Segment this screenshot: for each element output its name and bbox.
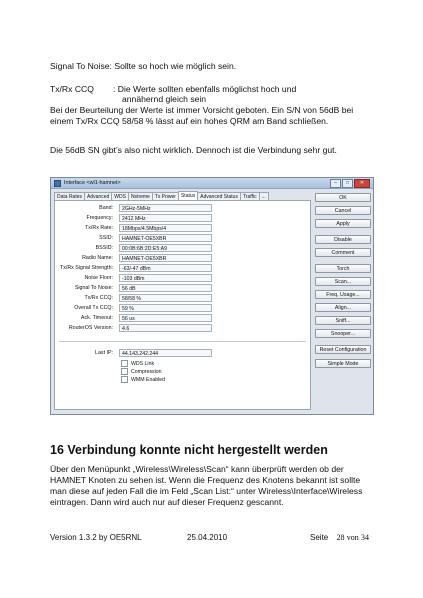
- txrx-ccq-text-1: : Die Werte sollten ebenfalls möglichst hoch und: [113, 84, 297, 94]
- footer-page-total: 34: [360, 533, 369, 542]
- tab-data-rates[interactable]: Data Rates: [54, 192, 85, 201]
- window-controls: [330, 179, 370, 188]
- footer-page: [310, 533, 369, 543]
- field-value: 00:0B:6B:2D:E5:A9: [119, 244, 212, 252]
- field-label: Overall Tx CCQ:: [74, 305, 113, 311]
- apply-button[interactable]: Apply: [315, 219, 371, 228]
- status-row: [55, 214, 310, 223]
- field-label: Signal To Noise:: [74, 285, 113, 291]
- field-label: RouterOS Version:: [68, 325, 113, 331]
- close-icon[interactable]: ✕: [354, 179, 370, 188]
- status-row: [55, 264, 310, 273]
- simple-mode-button[interactable]: Simple Mode: [315, 359, 371, 368]
- field-label: Tx/Rx CCQ:: [84, 295, 113, 301]
- checkbox-label: WMM Enabled: [131, 376, 166, 383]
- snooper-button[interactable]: Snooper...: [315, 329, 371, 338]
- field-value: 56 dB: [119, 284, 212, 292]
- field-value: 44.143.242.244: [119, 349, 212, 357]
- dialog-title: Interface <wl1-hamnet>: [64, 180, 121, 186]
- status-row: [55, 244, 310, 253]
- field-value: -103 dBm: [119, 274, 212, 282]
- status-row: [55, 324, 310, 333]
- checkbox-label: WDS Link: [131, 360, 155, 367]
- tab-traffic[interactable]: Traffic: [240, 192, 260, 201]
- tab-nstreme[interactable]: Nstreme: [128, 192, 153, 201]
- paragraph-caution: Bei der Beurteilung der Werte ist immer Vorsicht geboten. Ein S/N von 56dB bei einem Tx/Rx CCQ 58/58 % lässt auf ein hohes QRM am Band schließen.: [50, 105, 354, 126]
- maximize-icon[interactable]: □: [342, 179, 353, 188]
- field-value: 58/58 %: [119, 294, 212, 302]
- window-icon: [54, 180, 61, 187]
- comment-button[interactable]: Comment: [315, 248, 371, 257]
- status-panel: [54, 200, 311, 410]
- signal-to-noise-line: Signal To Noise: Sollte so hoch wie möglich sein.: [50, 61, 237, 71]
- footer-page-label: Seite: [310, 533, 329, 542]
- tab-status[interactable]: Status: [178, 191, 198, 201]
- tab-tx-power[interactable]: Tx Power: [152, 192, 179, 201]
- field-value: 4.6: [119, 324, 212, 332]
- field-label: BSSID:: [95, 245, 113, 251]
- status-row: [55, 284, 310, 293]
- field-label: Tx/Rx Rate:: [85, 225, 113, 231]
- txrx-ccq-text-2: annähernd gleich sein: [122, 94, 207, 104]
- status-row: [55, 224, 310, 233]
- section-heading: 16 Verbindung konnte nicht hergestellt werden: [50, 443, 328, 457]
- minimize-icon[interactable]: –: [330, 179, 341, 188]
- checkbox-box[interactable]: [121, 376, 128, 383]
- paragraph-56db: Die 56dB SN gibt’s also nicht wirklich. Dennoch ist die Verbindung sehr gut.: [50, 145, 337, 155]
- field-label: Frequency:: [86, 215, 113, 221]
- status-row: [55, 254, 310, 263]
- status-row: [55, 304, 310, 313]
- field-label: Tx/Rx Signal Strength:: [60, 265, 113, 271]
- status-row: [55, 204, 310, 213]
- status-row: [55, 314, 310, 323]
- field-value: 2412 MHz: [119, 214, 212, 222]
- status-row: [55, 274, 310, 283]
- scan-button[interactable]: Scan...: [315, 277, 371, 286]
- separator: [59, 341, 306, 342]
- torch-button[interactable]: Torch: [315, 264, 371, 273]
- footer-von: von: [346, 533, 359, 542]
- paragraph-scan: Über den Menüpunkt „Wireless\Wireless\Scan“ kann überprüft werden ob der HAMNET Knoten zu sehen ist. Wenn die Frequenz des Knotens bekannt ist sollte man diese auf jeden Fall die im Feld „Scan List:“ unter Wireless\Interface\Wireless eintragen. Dann wird auch nur auf dieser Frequenz gescannt.: [50, 464, 363, 507]
- status-row: [55, 234, 310, 243]
- footer-page-num: 28: [336, 533, 345, 542]
- field-value: 2GHz-5MHz: [119, 204, 212, 212]
- field-label: Band:: [99, 205, 113, 211]
- align-button[interactable]: Align...: [315, 303, 371, 312]
- field-label: Noise Floor:: [84, 275, 113, 281]
- field-label: Radio Name:: [82, 255, 113, 261]
- field-label: Ack. Timeout:: [80, 315, 113, 321]
- field-value: HAMNET-OE5XBR: [119, 234, 212, 242]
- footer-date: 25.04.2010: [187, 533, 228, 542]
- txrx-ccq-label: Tx/Rx CCQ: [50, 84, 94, 94]
- checkbox-wmm-enabled[interactable]: [121, 376, 165, 383]
- footer-version: Version 1.3.2 by OE5RNL: [50, 533, 142, 542]
- interface-dialog: [50, 177, 374, 415]
- cancel-button[interactable]: Cancel: [315, 206, 371, 215]
- field-label: SSID:: [99, 235, 113, 241]
- field-value: 59 %: [119, 304, 212, 312]
- reset-configuration-button[interactable]: Reset Configuration: [315, 345, 371, 354]
- checkbox-box[interactable]: [121, 368, 128, 375]
- status-row: [55, 349, 310, 358]
- checkbox-compression[interactable]: [121, 368, 162, 375]
- status-row: [55, 294, 310, 303]
- checkbox-box[interactable]: [121, 360, 128, 367]
- field-value: -63/-47 dBm: [119, 264, 212, 272]
- tab-wds[interactable]: WDS: [111, 192, 129, 201]
- disable-button[interactable]: Disable: [315, 235, 371, 244]
- freq-usage-button[interactable]: Freq. Usage...: [315, 290, 371, 299]
- tab-advanced[interactable]: Advanced: [84, 192, 112, 201]
- field-value: HAMNET-OE5XBR: [119, 254, 212, 262]
- checkbox-wds-link[interactable]: [121, 360, 154, 367]
- tab-advanced-status[interactable]: Advanced Status: [197, 192, 241, 201]
- field-value: 56 us: [119, 314, 212, 322]
- tab-[interactable]: ...: [259, 192, 269, 201]
- dialog-titlebar: [51, 178, 373, 189]
- field-value: 18Mbps/4.5Mbps/4: [119, 224, 212, 232]
- ok-button[interactable]: OK: [315, 193, 371, 202]
- sniff-button[interactable]: Sniff...: [315, 316, 371, 325]
- field-label: Last IP:: [95, 350, 113, 356]
- checkbox-label: Compression: [131, 368, 162, 375]
